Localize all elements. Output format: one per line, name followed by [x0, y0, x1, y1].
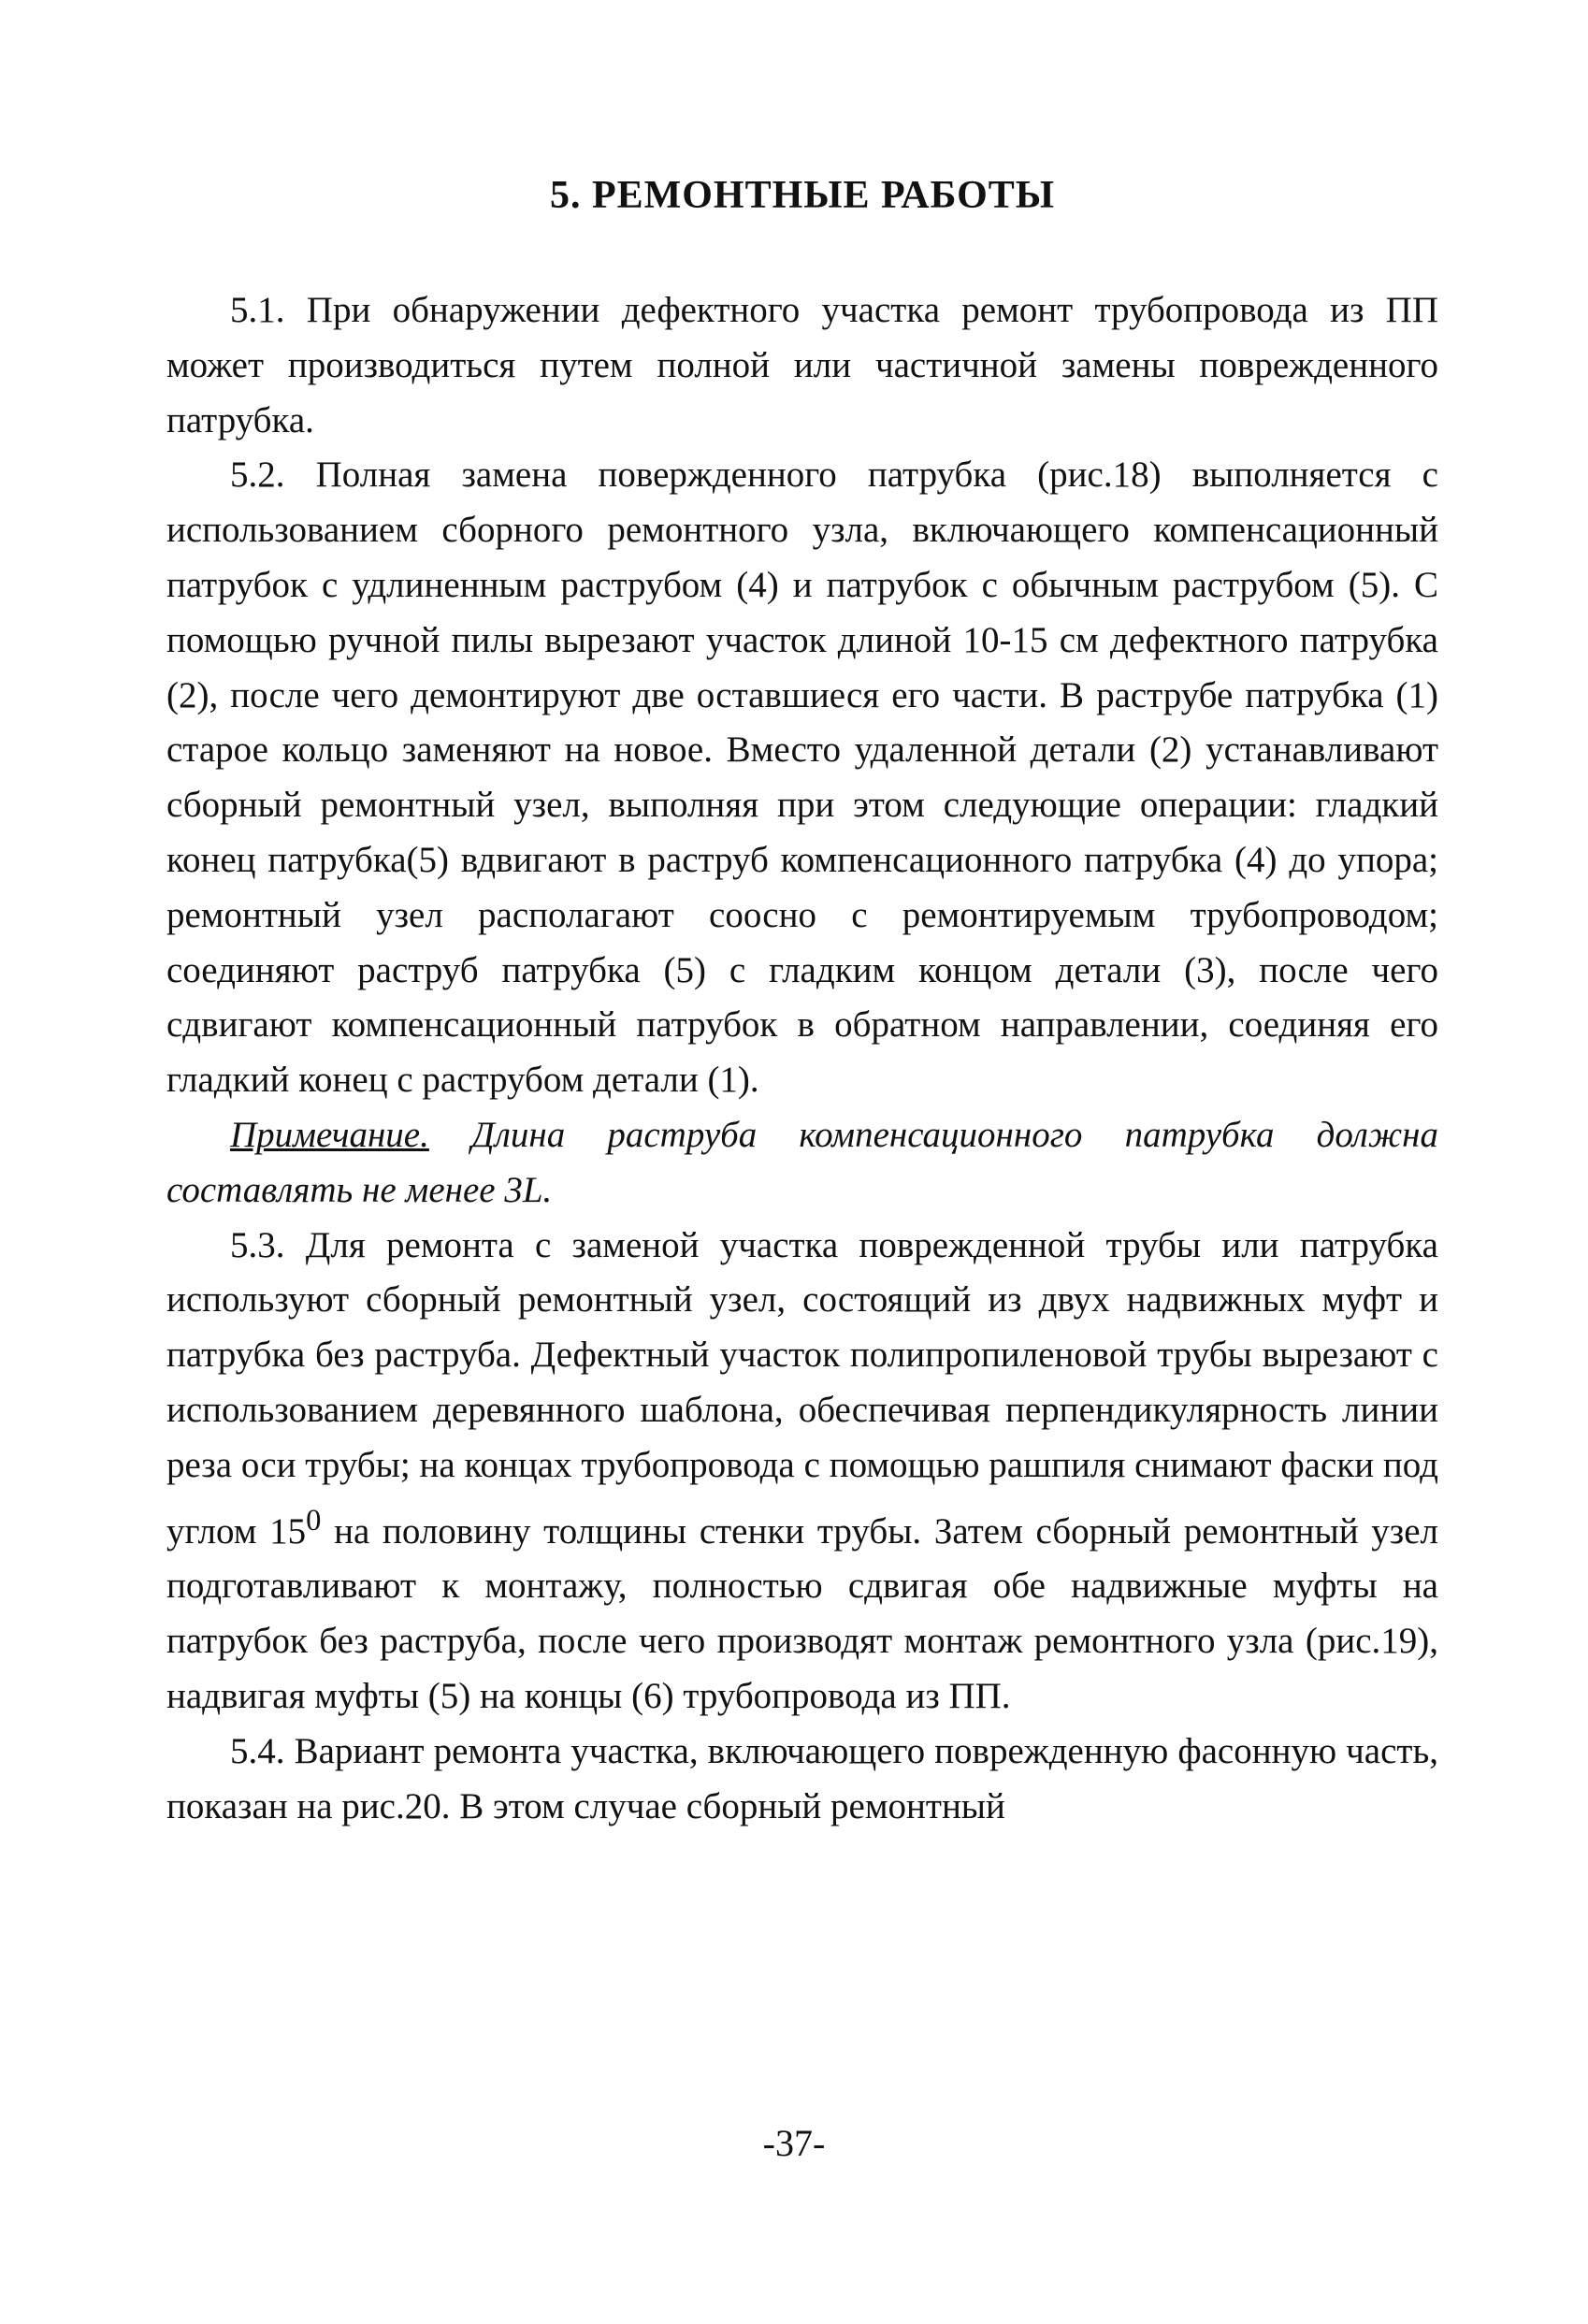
- paragraph-5-1: 5.1. При обнаружении дефектного участка ремонт трубопровода из ПП может производиться путем полной или частичной замены поврежденного патрубка.: [166, 290, 1438, 440]
- degree-superscript: 0: [306, 1503, 322, 1537]
- section-heading: 5. РЕМОНТНЫЕ РАБОТЫ: [549, 174, 1056, 217]
- paragraph-5-3-part-b: на половину толщины стенки трубы. Затем сборный ремонтный узел подготавливают к монтажу, полностью сдвигая обе надвижные муфты на патрубок без раструба, после чего производят монтаж ремонтного узла (рис.19), надвигая муфты (5) на концы (6) трубопровода из ПП.: [166, 1510, 1438, 1716]
- document-page: [166, 154, 1438, 1834]
- paragraph-5-3: [166, 1219, 1438, 1725]
- note-label: Примечание.: [230, 1114, 429, 1155]
- page-number: -37-: [762, 2122, 826, 2164]
- note-text: Длина раструба компенсационного патрубка должна составлять не менее 3L.: [166, 1114, 1438, 1210]
- paragraph-5-4: 5.4. Вариант ремонта участка, включающего поврежденную фасонную часть, показан на рис.20. В этом случае сборный ремонтный: [166, 1730, 1438, 1826]
- paragraph-5-2: 5.2. Полная замена повержденного патрубка (рис.18) выполняется с использованием сборного ремонтного узла, включающего компенсационный патрубок с удлиненным раструбом (4) и патрубок с обычным раструбом (5). С помощью ручной пилы вырезают участок длиной 10-15 см дефектного патрубка (2), после чего демонтируют две оставшиеся его части. В раструбе патрубка (1) старое кольцо заменяют на новое. Вместо удаленной детали (2) устанавливают сборный ремонтный узел, выполняя при этом следующие операции: гладкий конец патрубка(5) вдвигают в раструб компенсационного патрубка (4) до упора; ремонтный узел располагают соосно с ремонтируемым трубопроводом; соединяют раструб патрубка (5) с гладким концом детали (3), после чего сдвигают компенсационный патрубок в обратном направлении, соединяя его гладкий конец с раструбом детали (1).: [166, 455, 1438, 1101]
- note-paragraph: [166, 1108, 1438, 1219]
- paragraph-5-3-part-a: 5.3. Для ремонта с заменой участка поврежденной трубы или патрубка используют сборный ремонтный узел, состоящий из двух надвижных муфт и патрубка без раструба. Дефектный участок полипропиленовой трубы вырезают с использованием деревянного шаблона, обеспечивая перпендикулярность линии реза оси трубы; на концах трубопровода с помощью рашпиля снимают фаски под углом 15: [166, 1224, 1438, 1552]
